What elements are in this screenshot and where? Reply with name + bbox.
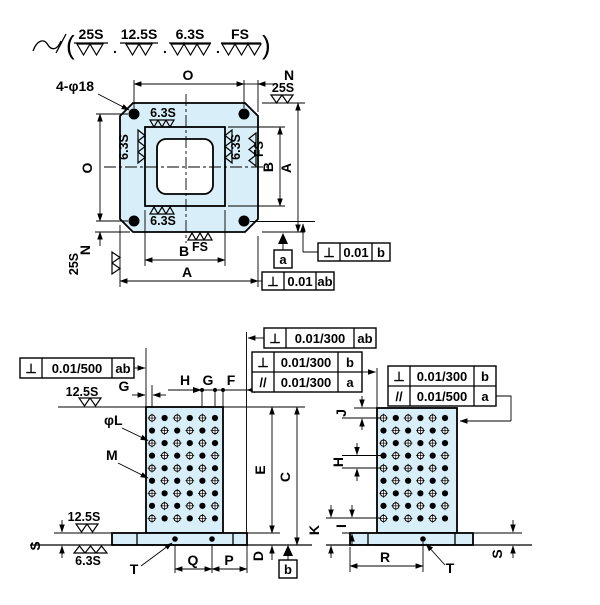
legend-label-fs: FS [231, 26, 249, 42]
dim-label-o: O [182, 67, 194, 83]
front-body [146, 407, 223, 533]
svg-text:6.3S: 6.3S [150, 214, 176, 228]
svg-text:ab: ab [317, 274, 333, 289]
dim-label-j: J [333, 409, 349, 417]
dim-label-c: C [277, 471, 293, 483]
dim-label-h: H [179, 372, 191, 388]
svg-text:⊥: ⊥ [257, 355, 269, 370]
svg-text:0.01/300: 0.01/300 [280, 375, 332, 390]
svg-text:⊥: ⊥ [25, 361, 37, 376]
dim-label-t: T [129, 561, 139, 577]
dim-label-a: A [181, 264, 193, 280]
dim-label-p: P [224, 552, 234, 568]
dim-label-o: O [79, 162, 95, 174]
legend-dot: . [163, 40, 167, 56]
dim-label-b: B [178, 243, 190, 259]
svg-text:⊥: ⊥ [393, 369, 405, 384]
svg-text:0.01/300: 0.01/300 [416, 369, 468, 384]
legend-close-paren: ) [262, 30, 271, 60]
dim-label-s: S [27, 541, 43, 551]
dim-label-d: D [250, 550, 266, 562]
base-hole [209, 536, 215, 542]
legend-label-12-5s: 12.5S [120, 26, 158, 42]
datum-b-label: b [284, 562, 292, 577]
svg-text:0.01/300: 0.01/300 [280, 355, 332, 370]
svg-text:0.01/500: 0.01/500 [416, 389, 468, 404]
svg-text:a: a [346, 375, 354, 390]
svg-text://: // [395, 389, 403, 404]
svg-text:b: b [377, 245, 385, 260]
tolerance-frame-perp-001-500-ab [20, 358, 145, 378]
svg-text:FS: FS [252, 141, 266, 157]
dim-label-n: N [77, 244, 93, 256]
dim-label-q: Q [187, 552, 199, 568]
svg-text://: // [259, 375, 267, 390]
svg-text:25S: 25S [67, 252, 81, 276]
svg-text:12.5S: 12.5S [67, 510, 101, 524]
dim-label-k: K [306, 524, 322, 536]
base-hole [172, 536, 178, 542]
datum-a-label: a [279, 252, 287, 267]
svg-text:12.5S: 12.5S [65, 385, 99, 399]
svg-text:6.3S: 6.3S [117, 134, 131, 160]
svg-text:0.01/500: 0.01/500 [51, 361, 103, 376]
front-base [112, 533, 247, 545]
svg-text:0.01/300: 0.01/300 [294, 331, 346, 346]
svg-text:⊥: ⊥ [269, 331, 281, 346]
dim-label-a: A [278, 162, 294, 174]
svg-text:b: b [346, 355, 354, 370]
tolerance-frame-perp-001-ab [262, 272, 334, 290]
svg-text:6.3S: 6.3S [75, 554, 101, 568]
legend-dot: . [216, 40, 220, 56]
dim-label-m: M [106, 447, 118, 463]
dim-label-b: B [260, 161, 276, 173]
svg-text:ab: ab [115, 361, 131, 376]
dim-label-g: G [118, 378, 130, 394]
legend-label-25s: 25S [78, 26, 104, 42]
svg-text:6.3S: 6.3S [229, 134, 243, 160]
center-opening [157, 139, 213, 194]
legend-open-paren: ( [66, 30, 75, 60]
dim-label-phi-l: φL [104, 412, 123, 428]
legend-dot: . [113, 40, 117, 56]
legend-label-6-3s: 6.3S [175, 26, 205, 42]
svg-text:0.01: 0.01 [287, 274, 313, 289]
svg-text:⊥: ⊥ [267, 274, 279, 289]
dim-label-e: E [252, 465, 268, 475]
dim-label-g: G [202, 372, 214, 388]
svg-text:25S: 25S [271, 81, 295, 95]
dim-label-f: F [226, 372, 236, 388]
base-hole [420, 536, 426, 542]
dim-label-t: T [445, 560, 455, 576]
dim-label-i: I [333, 524, 349, 528]
dim-label-n: N [283, 67, 295, 83]
svg-text:⊥: ⊥ [323, 245, 335, 260]
dim-label-r: R [379, 549, 391, 565]
svg-text:0.01: 0.01 [343, 245, 369, 260]
svg-text:6.3S: 6.3S [150, 106, 176, 120]
tolerance-frame-perp-001-300-ab [248, 328, 376, 348]
svg-text:FS: FS [192, 240, 208, 254]
svg-text:a: a [481, 389, 489, 404]
dim-label-h: H [330, 456, 346, 468]
dim-label-s: S [489, 549, 505, 559]
svg-text:ab: ab [357, 331, 373, 346]
hole-note: 4-φ18 [56, 78, 95, 94]
svg-text:b: b [481, 369, 489, 384]
tolerance-frame-combined-front [252, 352, 376, 392]
